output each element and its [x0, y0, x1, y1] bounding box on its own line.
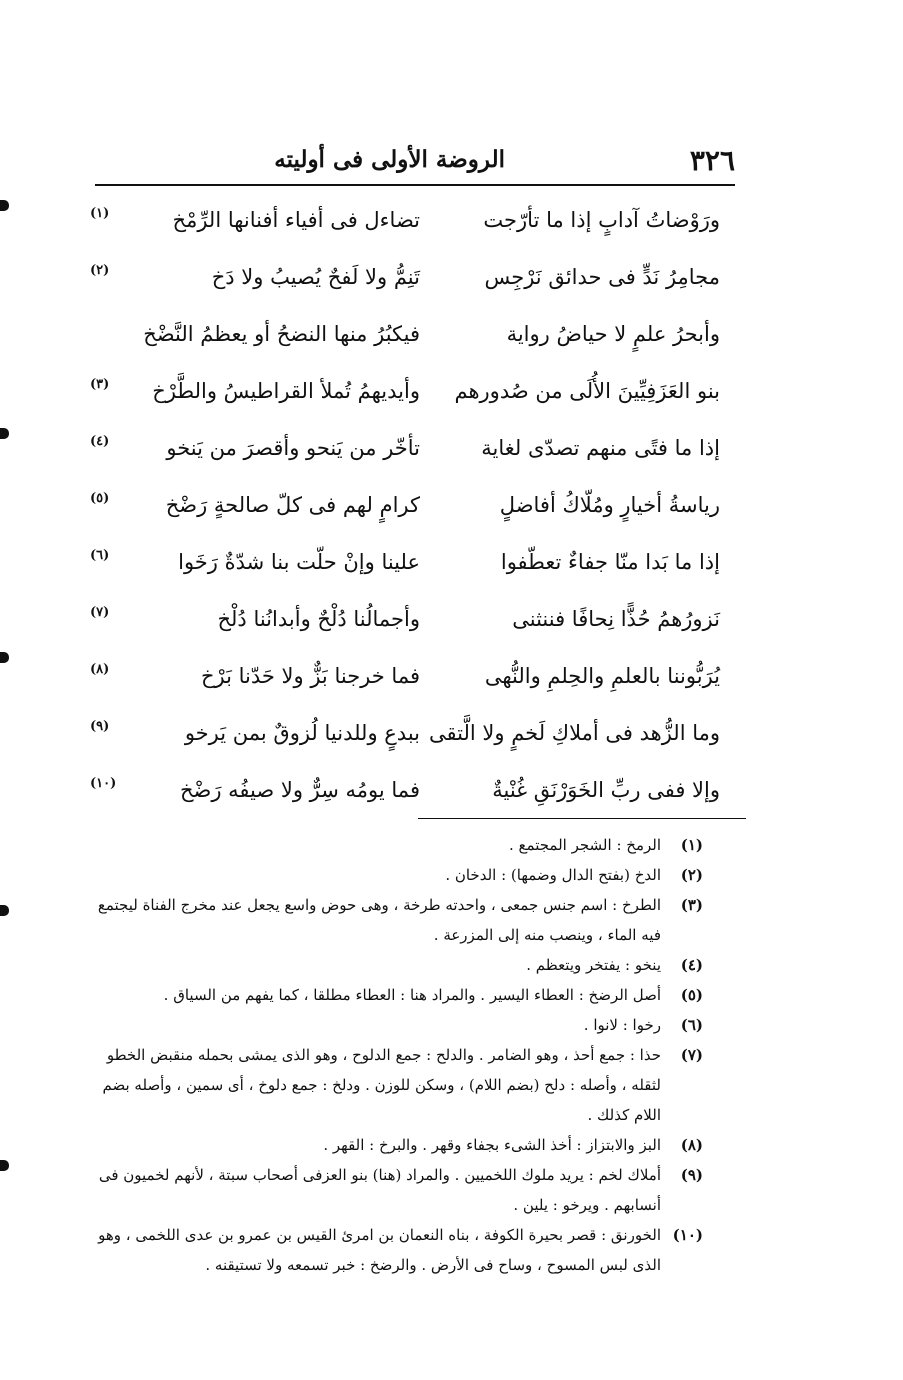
first-hemistich: وإلا ففى ربِّ الخَوَرْنَقِ غُنْيةٌ	[492, 778, 720, 802]
page-number: ٣٢٦	[689, 144, 735, 177]
footnote-number: (٨)	[680, 1136, 703, 1154]
footnote	[85, 980, 703, 1010]
footnote-number: (١)	[680, 836, 703, 854]
footnote-number: (٣)	[680, 896, 703, 914]
footnote-marker: (٣)	[90, 377, 110, 392]
edge-mark	[0, 652, 9, 663]
footnote-marker: (٢)	[90, 263, 110, 278]
second-hemistich: وأجمالُنا دُلْحٌ وأبدانُنا دُلْخ	[217, 607, 420, 631]
edge-mark	[0, 1160, 9, 1171]
footnote-number: (٩)	[680, 1166, 703, 1184]
second-hemistich: وأيديهمُ تُملأ القراطيسُ والطَّرْخ	[152, 379, 420, 403]
footnote-number: (٤)	[680, 956, 703, 974]
footnote-marker: (٤)	[90, 434, 110, 449]
verse-line	[80, 599, 720, 656]
footnote-marker: (٧)	[90, 605, 110, 620]
footnote-text: أصل الرضخ : العطاء اليسير . والمراد هنا : العطاء مطلقا ، كما يفهم من السياق .	[163, 986, 661, 1004]
footnote-marker: (١)	[90, 206, 110, 221]
footnote-text: البز والابتزاز : أخذ الشىء بجفاء وقهر . والبرخ : القهر .	[323, 1136, 661, 1154]
footnote	[85, 950, 703, 980]
verse-line	[80, 428, 720, 485]
first-hemistich: إذا ما بَدا منّا جفاءٌ تعطّفوا	[500, 550, 720, 574]
footnote-marker: (١٠)	[90, 776, 117, 791]
footnote-text: ينخو : يفتخر ويتعظم .	[526, 956, 661, 974]
first-hemistich: بنو العَزَفِيِّينَ الأُلَى من صُدورهم	[454, 379, 720, 403]
footnote-number: (١٠)	[672, 1226, 703, 1244]
footnote-marker: (٩)	[90, 719, 110, 734]
second-hemistich: فما خرجنا بَزٌّ ولا حَدّنا بَرْخ	[200, 664, 420, 688]
footnote-marker: (٦)	[90, 548, 110, 563]
first-hemistich: ورَوْضاتُ آدابٍ إذا ما تأرّجت	[483, 208, 720, 232]
second-hemistich: فيكبُرُ منها النضحُ أو يعظمُ النَّضْخ	[143, 322, 420, 346]
verse-line	[80, 257, 720, 314]
footnote-text: الطرخ : اسم جنس جمعى ، واحدته طرخة ، وهى حوض واسع يجعل عند مخرج الفناة ليجتمع فيه الماء ، وينصب منه إلى المزرعة .	[97, 896, 661, 944]
footnote	[85, 1130, 703, 1160]
poem	[80, 200, 720, 827]
verse-line	[80, 542, 720, 599]
second-hemistich: تأخّر من يَنحو وأقصرَ من يَنخو	[166, 436, 420, 460]
footnote-number: (٦)	[680, 1016, 703, 1034]
verse-line	[80, 713, 720, 770]
verse-line	[80, 200, 720, 257]
footnote	[85, 890, 703, 950]
edge-mark	[0, 905, 9, 916]
second-hemistich: تَنِمُّ ولا لَفحٌ يُصيبُ ولا دَخ	[211, 265, 420, 289]
footnote-marker: (٨)	[90, 662, 110, 677]
footnote-number: (٧)	[680, 1046, 703, 1064]
footnotes	[85, 830, 703, 1280]
running-title: الروضة الأولى فى أوليته	[274, 146, 505, 173]
second-hemistich: تضاءل فى أفياء أفنانها الرِّمْخ	[172, 208, 420, 232]
footnote-number: (٢)	[680, 866, 703, 884]
second-hemistich: ببدعٍ وللدنيا لُزوقٌ بمن يَرخو	[184, 721, 420, 745]
verse-line	[80, 314, 720, 371]
footnote-text: حذا : جمع أحذ ، وهو الضامر . والدلح : جمع الدلوح ، وهو الذى يمشى بحمله منقبض الخطو لثقله ، وأصله : دلح (بضم اللام) ، وسكن للوزن . ودلخ : جمع دلوخ ، أى سمين ، وأصله بضم اللام كذلك .	[102, 1046, 661, 1124]
footnote-text: الرمخ : الشجر المجتمع .	[509, 836, 661, 854]
page-header	[95, 140, 735, 184]
footnote	[85, 830, 703, 860]
second-hemistich: كرامٍ لهم فى كلّ صالحةٍ رَضْخ	[165, 493, 420, 517]
footnote-number: (٥)	[680, 986, 703, 1004]
second-hemistich: علينا وإنْ حلّت بنا شدّةٌ رَخَوا	[178, 550, 420, 574]
footnote	[85, 1010, 703, 1040]
first-hemistich: وما الزُّهد فى أملاكِ لَخمٍ ولا الَّتقى	[429, 721, 720, 745]
verse-line	[80, 371, 720, 428]
first-hemistich: نَزورُهمُ حُذًّا نِحافًا فننثنى	[512, 607, 720, 631]
first-hemistich: إذا ما فتًى منهم تصدّى لغاية	[481, 436, 720, 460]
second-hemistich: فما يومُه سِرٌّ ولا صيفُه رَضْخ	[179, 778, 420, 802]
footnote	[85, 1220, 703, 1280]
footnote-text: رخوا : لانوا .	[583, 1016, 661, 1034]
footnote	[85, 860, 703, 890]
first-hemistich: يُرَبُّوننا بالعلمِ والحِلمِ والنُّهى	[484, 664, 720, 688]
first-hemistich: رياسةُ أخيارٍ ومُلّاكُ أفاضلٍ	[499, 493, 720, 517]
verse-line	[80, 656, 720, 713]
first-hemistich: وأبحرُ علمٍ لا حياضُ رواية	[506, 322, 720, 346]
footnote-text: الخورنق : قصر بحيرة الكوفة ، بناه النعمان بن امرئ القيس بن عمرو بن عدى اللخمى ، وهو الذى لبس المسوح ، وساح فى الأرض . والرضخ : خبر تسمعه ولا تستيقنه .	[98, 1226, 661, 1274]
footnote	[85, 1160, 703, 1220]
edge-mark	[0, 428, 9, 439]
header-rule	[95, 184, 735, 186]
footnotes-rule	[418, 818, 746, 819]
footnote	[85, 1040, 703, 1130]
verse-line	[80, 485, 720, 542]
footnote-text: أملاك لخم : يريد ملوك اللخميين . والمراد (هنا) بنو العزفى أصحاب سبتة ، لأنهم لخميون فى أنسابهم . ويرخو : يلين .	[98, 1166, 661, 1214]
first-hemistich: مجامِرُ نَدٍّ فى حدائق نَرْجِس	[484, 265, 720, 289]
footnote-text: الدخ (بفتح الدال وضمها) : الدخان .	[445, 866, 661, 884]
footnote-marker: (٥)	[90, 491, 110, 506]
edge-mark	[0, 200, 9, 211]
